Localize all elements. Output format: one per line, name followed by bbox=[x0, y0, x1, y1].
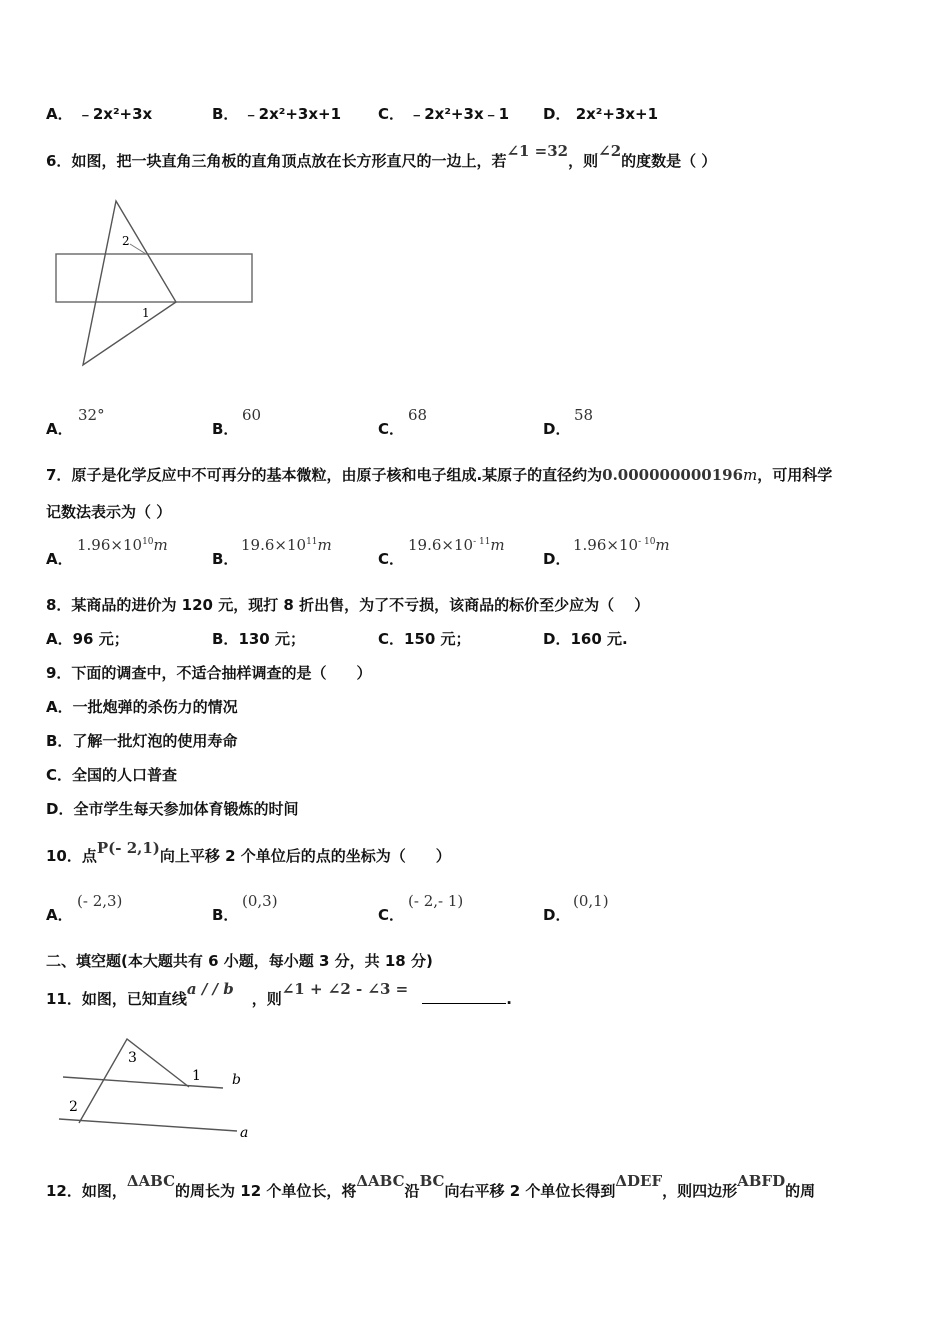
q9-option-c: C．全国的人口普查 bbox=[46, 766, 178, 784]
q6-option-d-value: 58 bbox=[574, 406, 594, 424]
q6-option-c-value: 68 bbox=[408, 406, 428, 424]
answer-blank[interactable] bbox=[422, 989, 506, 1004]
q11-figure bbox=[55, 1035, 265, 1145]
q10-option-d-value: (0,1) bbox=[573, 892, 609, 910]
q9-option-d: D．全市学生每天参加体育锻炼的时间 bbox=[46, 800, 299, 818]
q5-option-c: C． ﹣2x²+3x﹣1 bbox=[378, 105, 510, 123]
q12-stem: 12．如图，ΔABC的周长为 12 个单位长，将ΔABC沿BC向右平移 2 个单位长得到ΔDEF，则四边形ABFD的周 bbox=[46, 1172, 816, 1200]
q10-stem: 10．点P(- 2,1)向上平移 2 个单位后的点的坐标为（ ） bbox=[46, 839, 451, 865]
q7-option-b-value: $19.6\times 10^{11}m$ bbox=[241, 536, 332, 554]
q6-figure bbox=[50, 195, 265, 370]
q9-option-b: B．了解一批灯泡的使用寿命 bbox=[46, 732, 238, 750]
q5-option-d: D． 2x²+3x+1 bbox=[543, 105, 659, 123]
q5-option-a: A． ﹣2x²+3x bbox=[46, 105, 153, 123]
q10-option-c: C． bbox=[378, 906, 405, 924]
q6-stem: 6．如图，把一块直角三角板的直角顶点放在长方形直尺的一边上，若∠1 =32，则∠2的度数是（ ） bbox=[46, 142, 717, 170]
q6-option-b-value: 60 bbox=[242, 406, 262, 424]
label-1: 1 bbox=[192, 1068, 201, 1084]
q9-option-a: A．一批炮弹的杀伤力的情况 bbox=[46, 698, 238, 716]
q5-option-b: B． ﹣2x²+3x+1 bbox=[212, 105, 342, 123]
q10-option-a: A． bbox=[46, 906, 73, 924]
q8-option-b: B．130 元； bbox=[212, 630, 305, 648]
q7-option-b: B． bbox=[212, 550, 239, 568]
line-a bbox=[59, 1119, 237, 1131]
q6-option-a-value: 32° bbox=[78, 406, 105, 424]
q7-option-a: A． bbox=[46, 550, 73, 568]
label-1: 1 bbox=[142, 306, 150, 320]
label-3: 3 bbox=[128, 1050, 137, 1066]
triangle-plate bbox=[83, 201, 176, 365]
angle-2-mark bbox=[130, 244, 146, 254]
q8-option-a: A．96 元； bbox=[46, 630, 129, 648]
q7-option-c-value: $19.6\times 10^{- 11}m$ bbox=[408, 536, 505, 554]
q9-stem: 9．下面的调查中，不适合抽样调查的是（ ） bbox=[46, 664, 372, 682]
label-a: a bbox=[240, 1125, 249, 1141]
label-b: b bbox=[232, 1072, 241, 1088]
q11-stem: 11．如图，已知直线a / / b，则∠1 + ∠2 - ∠3 =. bbox=[46, 980, 512, 1008]
q7-option-c: C． bbox=[378, 550, 405, 568]
q10-option-b-value: (0,3) bbox=[242, 892, 278, 910]
q7-stem-line1: 7．原子是化学反应中不可再分的基本微粒，由原子核和电子组成.某原子的直径约为0.000000000196m，可用科学 bbox=[46, 466, 833, 484]
q8-option-d: D．160 元. bbox=[543, 630, 628, 648]
q7-stem-line2: 记数法表示为（ ） bbox=[46, 503, 172, 521]
q6-option-b: B． bbox=[212, 420, 239, 438]
q7-option-d: D． bbox=[543, 550, 571, 568]
q10-option-a-value: (- 2,3) bbox=[77, 892, 123, 910]
q6-option-a: A． bbox=[46, 420, 73, 438]
section-2-heading: 二、填空题(本大题共有 6 小题，每小题 3 分，共 18 分) bbox=[46, 952, 433, 970]
q7-option-d-value: $1.96\times 10^{- 10}m$ bbox=[573, 536, 670, 554]
q8-option-c: C．150 元； bbox=[378, 630, 471, 648]
ruler-rectangle bbox=[56, 254, 252, 302]
q7-option-a-value: $1.96\times 10^{10}m$ bbox=[77, 536, 168, 554]
label-2: 2 bbox=[69, 1099, 78, 1115]
q6-option-c: C． bbox=[378, 420, 405, 438]
label-2: 2 bbox=[122, 234, 130, 248]
q8-stem: 8．某商品的进价为 120 元，现打 8 折出售，为了不亏损，该商品的标价至少应为（ ） bbox=[46, 596, 650, 614]
q10-option-c-value: (- 2,- 1) bbox=[408, 892, 464, 910]
q6-option-d: D． bbox=[543, 420, 571, 438]
q10-option-d: D． bbox=[543, 906, 571, 924]
q10-option-b: B． bbox=[212, 906, 239, 924]
